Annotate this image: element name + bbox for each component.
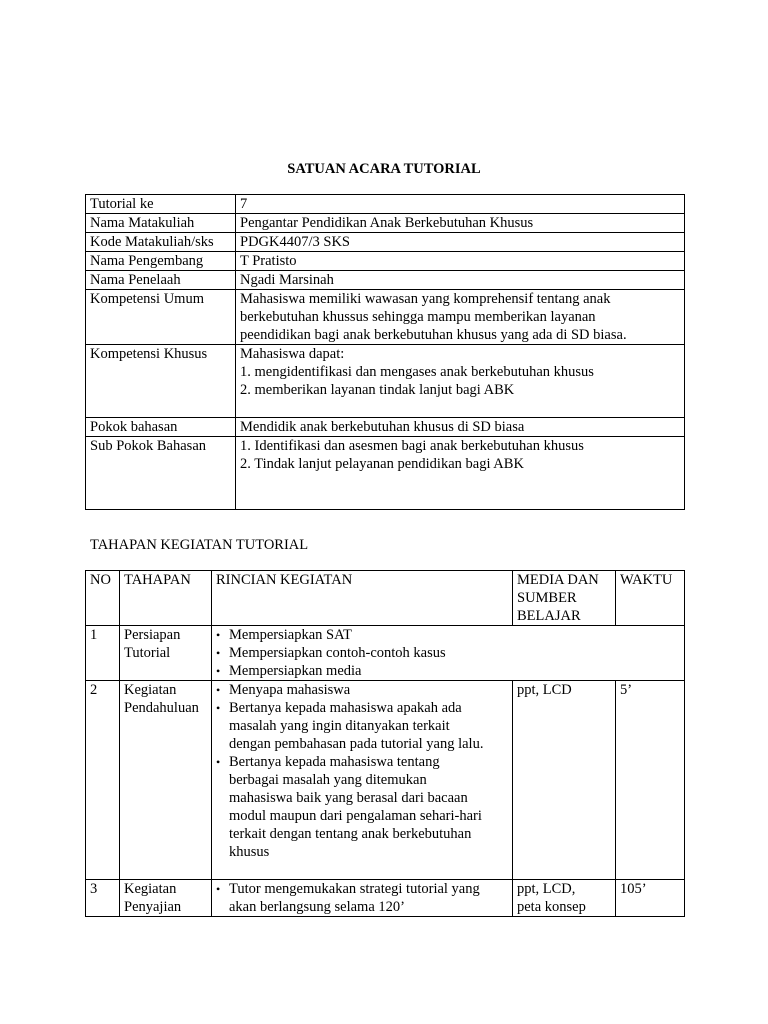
text-line: Kegiatan [124,682,177,698]
info-value [236,345,685,418]
text-line: 2. memberikan layanan tindak lanjut bagi ABK [240,382,515,398]
text-line: • Mempersiapkan media [229,663,362,679]
info-label: Sub Pokok Bahasan [86,437,236,510]
text-line: MEDIA DAN [517,572,599,588]
table-row [86,626,685,681]
list-item [216,753,508,861]
text-line: BELAJAR [517,608,581,624]
text-line: peta konsep [517,899,586,915]
text-line: • Mempersiapkan SAT [229,627,352,643]
cell-tahapan [120,626,212,681]
list-item [216,644,680,662]
list-item [216,662,680,680]
text-line: Mahasiswa dapat: [240,346,345,362]
table-row [86,880,685,917]
text-line: Pendahuluan [124,700,199,716]
header-rincian: RINCIAN KEGIATAN [212,571,513,626]
info-value: 7 [236,195,685,214]
info-value: Ngadi Marsinah [236,271,685,290]
cell-no: 2 [86,681,120,880]
text-line: dengan pembahasan pada tutorial yang lalu. [229,736,484,752]
info-label: Tutorial ke [86,195,236,214]
text-line: • Bertanya kepada mahasiswa tentang [229,754,440,770]
text-line: berkebutuhan khussus sehingga mampu memberikan layanan [240,309,596,325]
info-value: Mendidik anak berkebutuhan khusus di SD biasa [236,418,685,437]
list-item [216,681,508,699]
list-item [216,880,508,916]
info-label: Nama Penelaah [86,271,236,290]
text-line: ppt, LCD [517,682,572,698]
cell-rincian [212,681,513,880]
table-header-row [86,571,685,626]
cell-rincian [212,626,685,681]
info-label: Kompetensi Khusus [86,345,236,418]
text-line: 2. Tindak lanjut pelayanan pendidikan bagi ABK [240,456,524,472]
cell-rincian [212,880,513,917]
header-waktu: WAKTU [616,571,685,626]
cell-no: 1 [86,626,120,681]
info-row-nama-matakuliah [86,214,685,233]
text-line: • Menyapa mahasiswa [229,682,351,698]
cell-waktu: 5’ [616,681,685,880]
text-line: peendidikan bagi anak berkebutuhan khusus yang ada di SD biasa. [240,327,627,343]
header-tahapan: TAHAPAN [120,571,212,626]
cell-tahapan [120,681,212,880]
table-row [86,681,685,880]
bullet-list [216,626,680,680]
text-line: SUMBER [517,590,577,606]
text-line: modul maupun dari pengalaman sehari-hari [229,808,482,824]
cell-waktu: 105’ [616,880,685,917]
text-line: ppt, LCD, [517,881,576,897]
text-line: • Bertanya kepada mahasiswa apakah ada [229,700,462,716]
info-value [236,437,685,510]
info-label: Nama Matakuliah [86,214,236,233]
bullet-list [216,681,508,861]
text-line: 1. mengidentifikasi dan mengases anak berkebutuhan khusus [240,364,594,380]
info-label: Pokok bahasan [86,418,236,437]
text-line: Persiapan [124,627,181,643]
list-item [216,699,508,753]
document-title: SATUAN ACARA TUTORIAL [287,161,481,177]
info-row-sub-pokok [86,437,685,510]
info-row-kompetensi-umum [86,290,685,345]
cell-media [513,681,616,880]
text-line: akan berlangsung selama 120’ [229,899,405,915]
text-line: terkait dengan tentang anak berkebutuhan [229,826,472,842]
header-no: NO [86,571,120,626]
text-line: masalah yang ingin ditanyakan terkait [229,718,450,734]
text-line: • Mempersiapkan contoh-contoh kasus [229,645,446,661]
info-row-penelaah [86,271,685,290]
info-table [85,194,685,510]
text-line: • Tutor mengemukakan strategi tutorial yang [229,881,480,897]
list-item [216,626,680,644]
cell-tahapan [120,880,212,917]
text-line: Mahasiswa memiliki wawasan yang komprehensif tentang anak [240,291,611,307]
header-media [513,571,616,626]
info-label: Kode Matakuliah/sks [86,233,236,252]
info-row-pokok-bahasan [86,418,685,437]
text-line: berbagai masalah yang ditemukan [229,772,427,788]
text-line: Kegiatan [124,881,177,897]
text-line: Penyajian [124,899,182,915]
info-label: Nama Pengembang [86,252,236,271]
steps-table [85,570,685,917]
text-line: 1. Identifikasi dan asesmen bagi anak berkebutuhan khusus [240,438,584,454]
text-line: khusus [229,844,270,860]
bullet-list [216,880,508,916]
text-line: Tutorial [124,645,171,661]
info-value [236,290,685,345]
info-label: Kompetensi Umum [86,290,236,345]
info-row-pengembang [86,252,685,271]
info-row-kode [86,233,685,252]
section-heading: TAHAPAN KEGIATAN TUTORIAL [90,537,309,553]
cell-media [513,880,616,917]
info-value: T Pratisto [236,252,685,271]
info-row-kompetensi-khusus [86,345,685,418]
info-value: PDGK4407/3 SKS [236,233,685,252]
info-value: Pengantar Pendidikan Anak Berkebutuhan Khusus [236,214,685,233]
cell-no: 3 [86,880,120,917]
text-line: mahasiswa baik yang berasal dari bacaan [229,790,468,806]
info-row-tutorial-ke [86,195,685,214]
